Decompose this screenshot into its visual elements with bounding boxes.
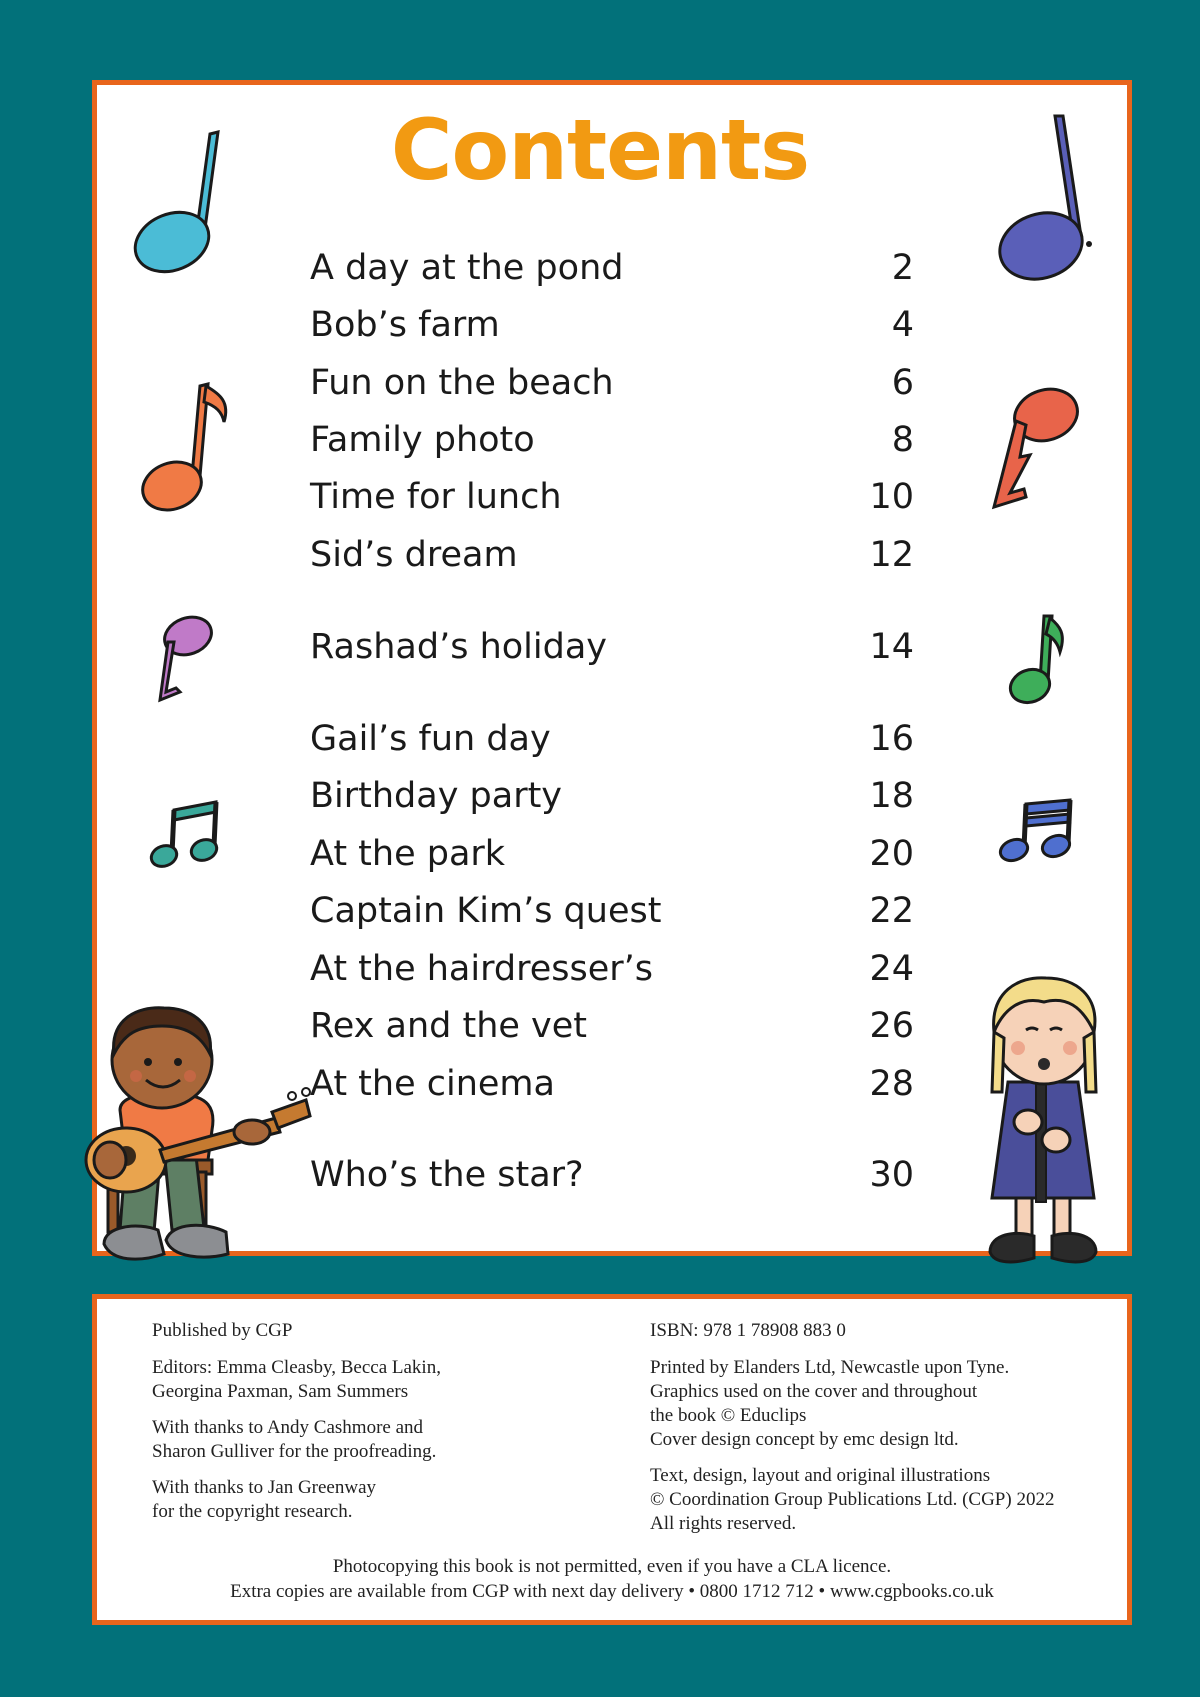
toc-entry-title: At the cinema [310,1064,555,1104]
proofreading-thanks-line-1: With thanks to Andy Cashmore and [152,1417,424,1438]
toc-entry [310,243,914,293]
toc-entry-title: Who’s the star? [310,1155,584,1195]
publisher-text: Published by CGP [152,1320,293,1341]
toc-entry [310,1059,914,1109]
quarter-note-icon [128,128,238,283]
toc-entry-title: Captain Kim’s quest [310,891,662,931]
toc-entry-page: 26 [869,1006,914,1046]
toc-entry [310,1001,914,1051]
photocopy-notice: Photocopying this book is not permitted, even if you have a CLA licence. [332,1556,892,1577]
toc-entry-title: Sid’s dream [310,535,518,575]
editors-text-line-1: Editors: Emma Cleasby, Becca Lakin, [152,1357,441,1378]
toc-entry-page: 6 [891,363,914,403]
toc-entry-page: 12 [869,535,914,575]
page-title: Contents [390,101,810,199]
toc-entry-page: 14 [869,627,914,667]
toc-entry-title: Rex and the vet [310,1006,588,1046]
beamed-notes-icon [996,798,1076,863]
toc-entry-title: Time for lunch [310,477,562,517]
toc-entry [310,530,914,580]
rights-text-line-1: Text, design, layout and original illustrations [650,1465,991,1486]
printer-text: Printed by Elanders Ltd, Newcastle upon Tyne. [650,1357,1010,1378]
toc-entry-title: A day at the pond [310,248,624,288]
toc-entry-page: 22 [869,891,914,931]
toc-entry [310,358,914,408]
toc-entry-page: 10 [869,477,914,517]
graphics-credit-line-2: the book © Educlips [650,1405,807,1426]
toc-entry-title: Birthday party [310,776,563,816]
toc-entry [310,886,914,936]
eighth-note-icon [138,380,233,520]
copyright-thanks-line-2: for the copyright research. [152,1501,353,1522]
beamed-notes-icon [148,800,224,870]
toc-entry [310,829,914,879]
toc-entry [310,1150,914,1200]
toc-entry [310,622,914,672]
toc-entry-title: At the park [310,834,506,874]
toc-entry [310,771,914,821]
toc-entry [310,944,914,994]
toc-entry-title: Gail’s fun day [310,719,551,759]
toc-entry-page: 18 [869,776,914,816]
toc-entry-page: 30 [869,1155,914,1195]
toc-entry-page: 2 [891,248,914,288]
toc-entry-page: 8 [891,420,914,460]
eighth-note-icon [990,385,1085,515]
toc-entry-title: Rashad’s holiday [310,627,607,667]
eighth-note-icon [1008,612,1068,707]
toc-entry-page: 24 [869,949,914,989]
toc-entry-page: 4 [891,305,914,345]
eighth-note-icon [146,612,218,707]
toc-entry-page: 20 [869,834,914,874]
graphics-credit-line-1: Graphics used on the cover and throughout [650,1381,978,1402]
toc-entry-page: 28 [869,1064,914,1104]
boy-with-guitar-illustration [80,1000,320,1280]
toc-entry [310,415,914,465]
toc-entry-title: Family photo [310,420,535,460]
toc-entry [310,300,914,350]
rights-text-line-3: All rights reserved. [650,1513,797,1534]
copyright-thanks-line-1: With thanks to Jan Greenway [152,1477,377,1498]
girl-with-clarinet-illustration [972,972,1122,1272]
toc-entry-title: Fun on the beach [310,363,614,403]
toc-entry-title: At the hairdresser’s [310,949,653,989]
extra-copies-notice: Extra copies are available from CGP with next day delivery • 0800 1712 712 • www.cgpbooks.co.uk [230,1581,994,1602]
quarter-note-icon [995,112,1105,287]
toc-entry [310,714,914,764]
toc-entry-title: Bob’s farm [310,305,500,345]
cover-design-credit: Cover design concept by emc design ltd. [650,1429,959,1450]
editors-text-line-2: Georgina Paxman, Sam Summers [152,1381,409,1402]
toc-entry-page: 16 [869,719,914,759]
rights-text-line-2: © Coordination Group Publications Ltd. (CGP) 2022 [650,1489,1055,1510]
toc-entry [310,472,914,522]
proofreading-thanks-line-2: Sharon Gulliver for the proofreading. [152,1441,437,1462]
isbn-text: ISBN: 978 1 78908 883 0 [650,1320,846,1341]
